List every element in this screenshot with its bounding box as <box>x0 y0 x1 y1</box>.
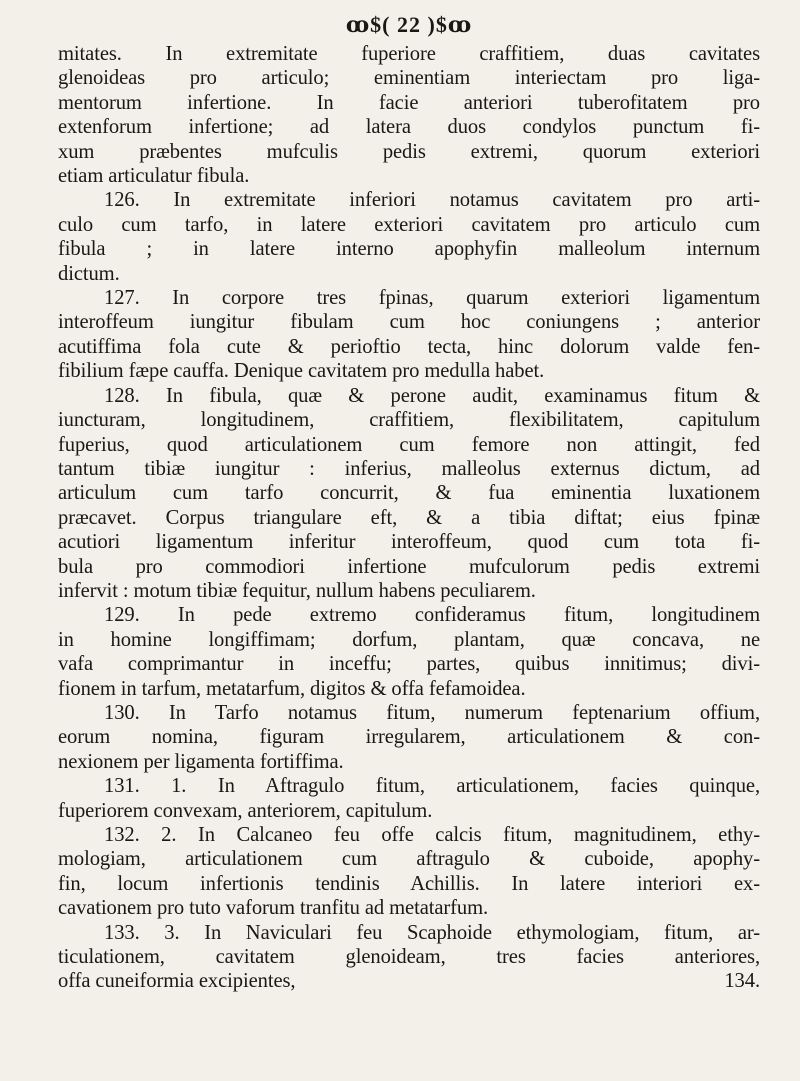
text-line: cavationem pro tuto vaforum tranfitu ad metatarfum. <box>58 897 489 920</box>
text-line: 126. In extremitate inferiori notamus cavitatem pro arti- <box>104 189 760 212</box>
text-line: ticulationem, cavitatem glenoideam, tres facies anteriores, <box>58 946 760 969</box>
text-line: interoffeum iungitur fibulam cum hoc coniungens ; anterior <box>58 311 760 334</box>
text-line: acutiori ligamentum inferitur interoffeum, quod cum tota fi- <box>58 531 760 554</box>
text-line: fionem in tarfum, metatarfum, digitos & offa fefamoidea. <box>58 677 526 700</box>
text-line: 132. 2. In Calcaneo feu offe calcis fitum, magnitudinem, ethy- <box>104 824 760 846</box>
page-header <box>58 10 760 40</box>
body-text <box>58 42 760 994</box>
text-line: extenforum infertione; ad latera duos condylos punctum fi- <box>58 116 760 139</box>
right-ornament: )$ꝏ <box>427 12 473 37</box>
text-line: glenoideas pro articulo; eminentiam interiectam pro liga- <box>58 67 760 90</box>
text-line: in homine longiffimam; dorfum, plantam, quæ concava, ne <box>58 628 760 651</box>
text-line: 127. In corpore tres fpinas, quarum exteriori ligamentum <box>104 287 760 310</box>
text-line: 131. 1. In Aftragulo fitum, articulationem, facies quinque, <box>104 775 760 798</box>
text-line: acutiffima fola cute & perioftio tecta, hinc dolorum valde fen- <box>58 335 760 358</box>
text-line: xum præbentes mufculis pedis extremi, quorum exteriori <box>58 140 760 163</box>
catchword: 134. <box>724 970 760 993</box>
text-line: 130. In Tarfo notamus fitum, numerum feptenarium offium, <box>104 701 760 724</box>
text-line: 128. In fibula, quæ & perone audit, examinamus fitum & <box>104 384 760 407</box>
text-line: fibula ; in latere interno apophyfin malleolum internum <box>58 238 760 261</box>
text-line: infervit : motum tibiæ fequitur, nullum habens peculiarem. <box>58 579 536 602</box>
text-line: bula pro commodiori infertione mufculorum pedis extremi <box>58 555 760 578</box>
text-line: mentorum infertione. In facie anteriori tuberofitatem pro <box>58 91 760 114</box>
text-line: iuncturam, longitudinem, craffitiem, flexibilitatem, capitulum <box>58 409 760 432</box>
text-line: vafa comprimantur in inceffu; partes, quibus innitimus; divi- <box>58 653 760 676</box>
text-line: fuperius, quod articulationem cum femore non attingit, fed <box>58 433 760 456</box>
page-number: 22 <box>397 12 421 37</box>
text-line: fibilium fæpe cauffa. Denique cavitatem pro medulla habet. <box>58 360 545 383</box>
text-line: culo cum tarfo, in latere exteriori cavitatem pro articulo cum <box>58 213 760 236</box>
text-line: articulum cum tarfo concurrit, & fua eminentia luxationem <box>58 482 760 505</box>
left-ornament: ꝏ$( <box>345 12 391 37</box>
text-line-content: offa cuneiformia excipientes, <box>58 970 296 993</box>
text-line: fuperiorem convexam, anteriorem, capitulum. <box>58 799 433 822</box>
text-line: præcavet. Corpus triangulare eft, & a tibia diftat; eius fpinæ <box>58 506 760 529</box>
text-line: dictum. <box>58 262 120 285</box>
text-line: fin, locum infertionis tendinis Achillis. In latere interiori ex- <box>58 872 760 895</box>
text-line <box>58 969 760 993</box>
text-line: etiam articulatur fibula. <box>58 165 250 188</box>
text-line: mitates. In extremitate fuperiore craffitiem, duas cavitates <box>58 43 760 65</box>
text-line: tantum tibiæ iungitur : inferius, malleolus externus dictum, ad <box>58 457 760 480</box>
text-line: eorum nomina, figuram irregularem, articulationem & con- <box>58 726 760 749</box>
text-line: nexionem per ligamenta fortiffima. <box>58 750 344 773</box>
text-line: 129. In pede extremo confideramus fitum, longitudinem <box>104 604 760 627</box>
text-line: mologiam, articulationem cum aftragulo & cuboide, apophy- <box>58 848 760 871</box>
text-line: 133. 3. In Naviculari feu Scaphoide ethymologiam, fitum, ar- <box>104 921 760 944</box>
